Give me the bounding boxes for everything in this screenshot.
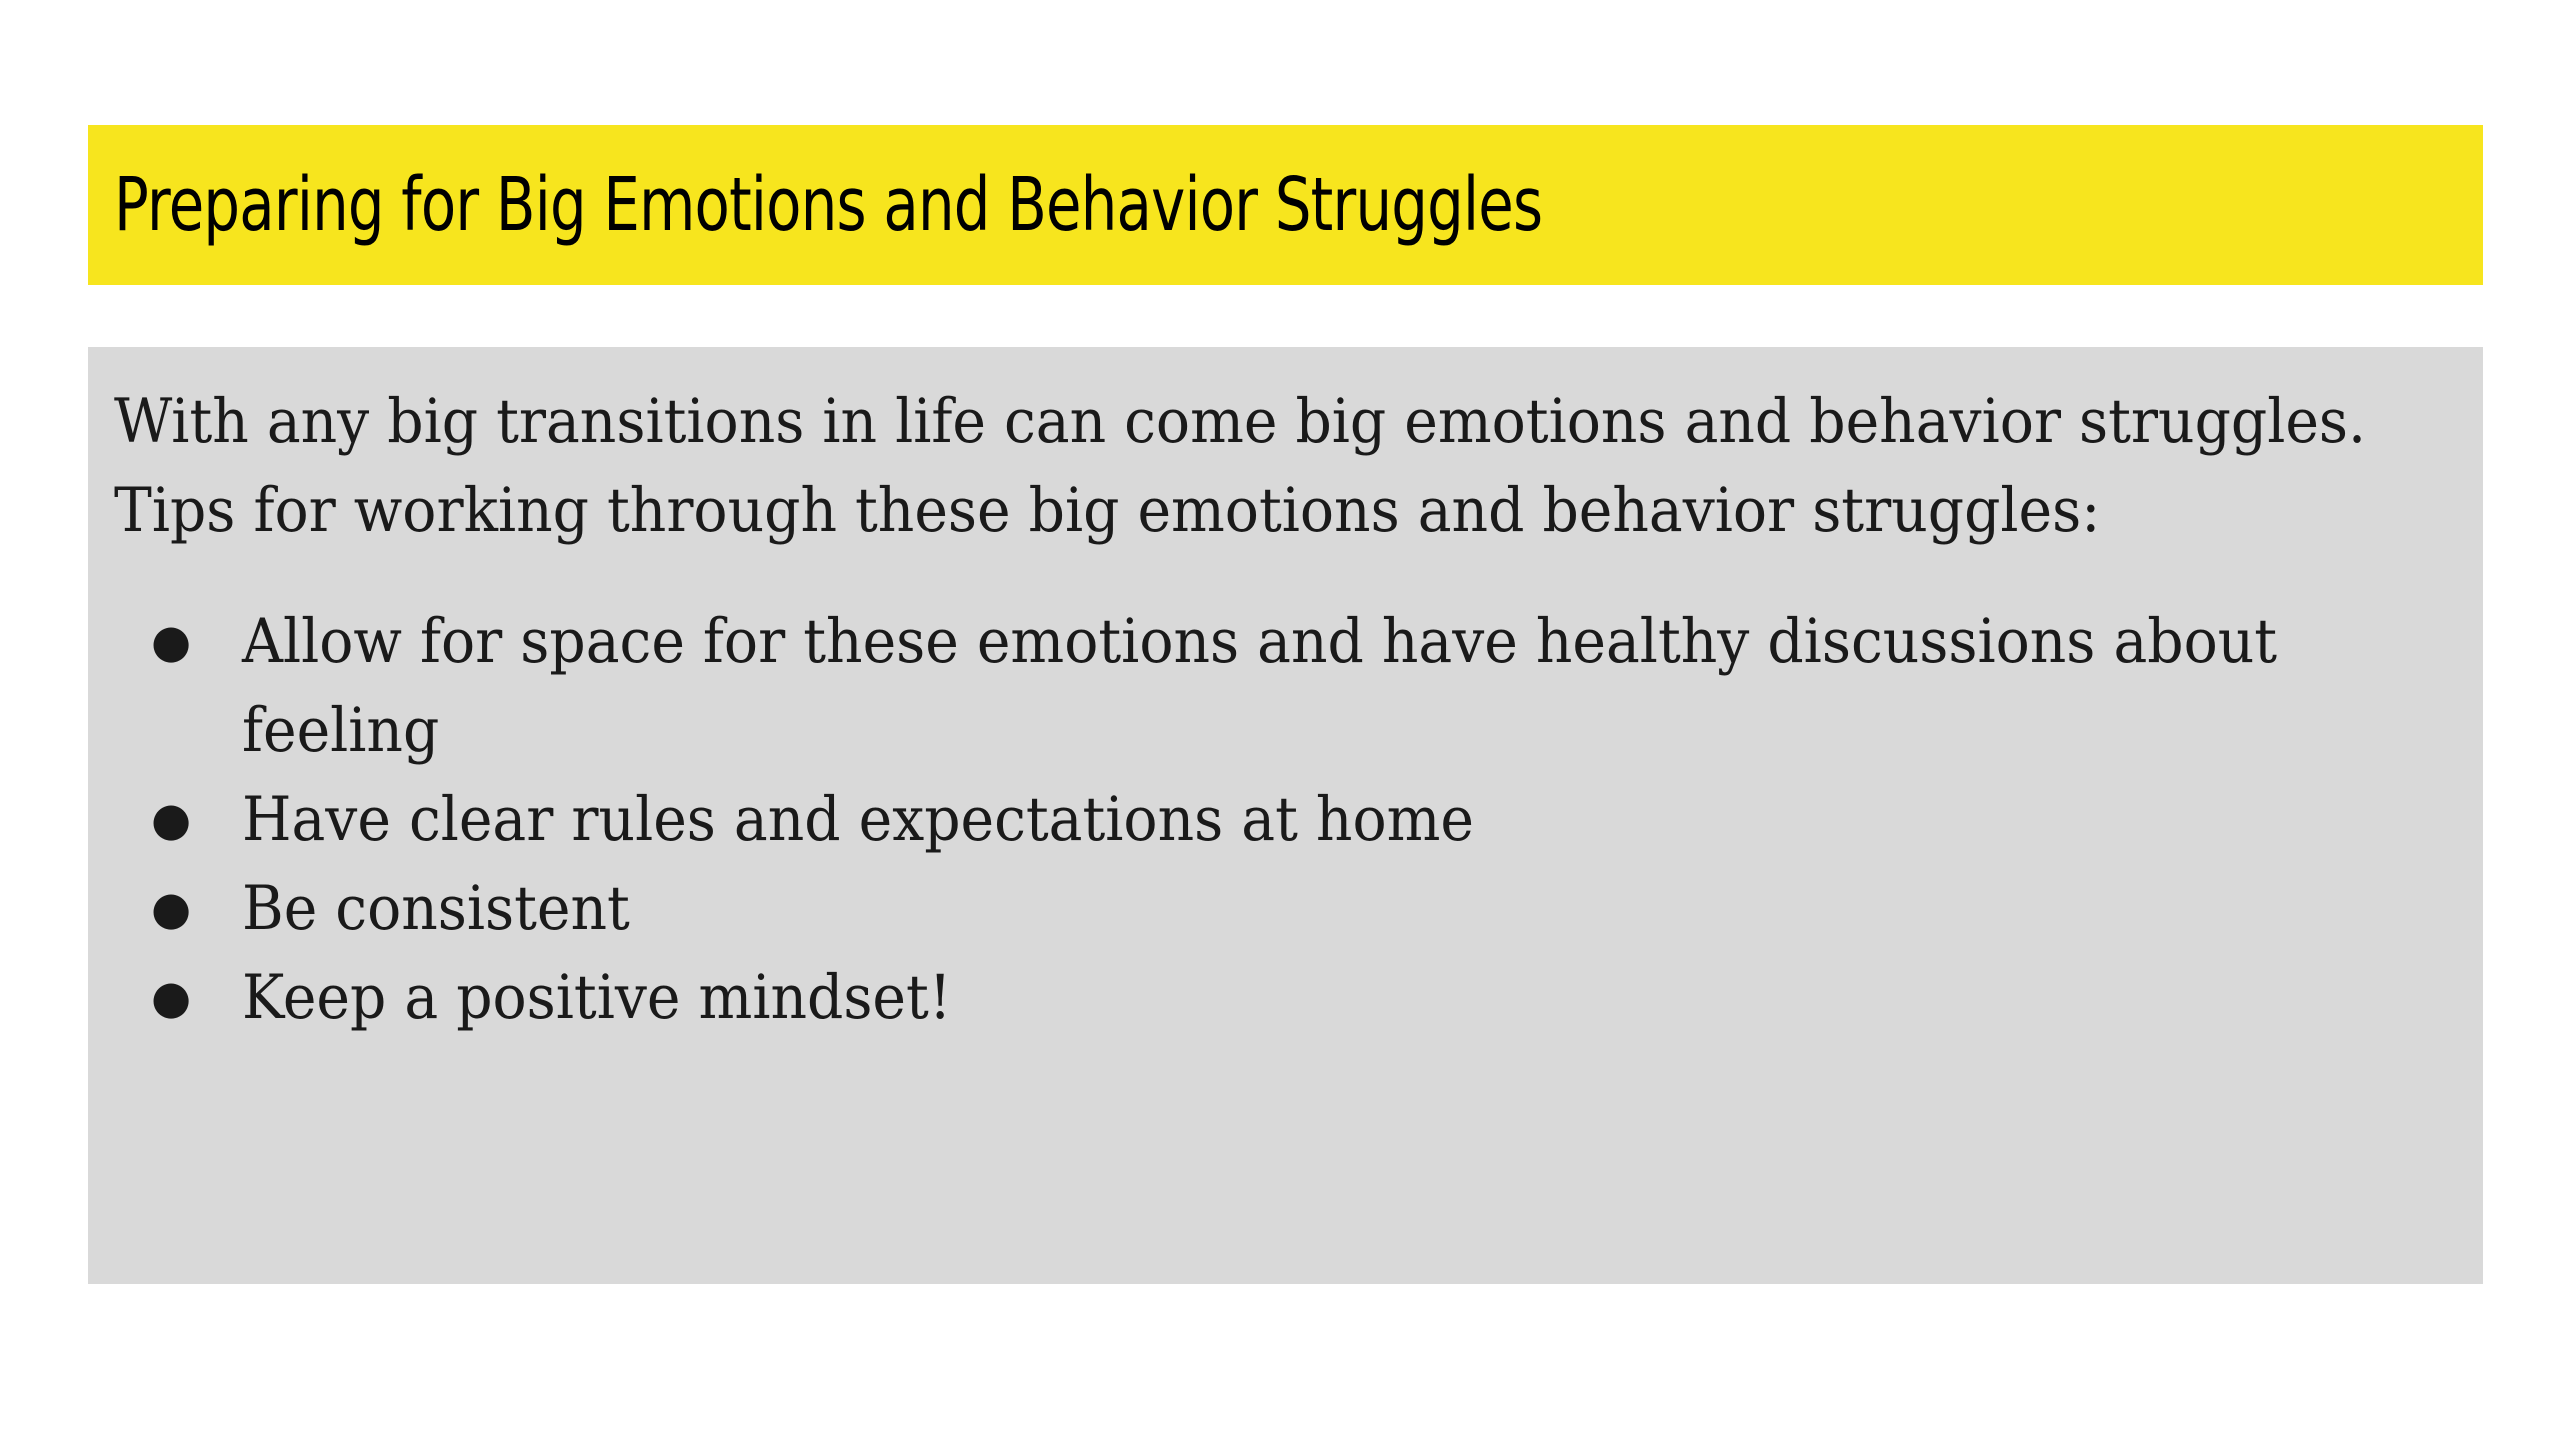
tip-text: Allow for space for these emotions and have healthy discussions about feeling: [242, 606, 2278, 766]
bullet-icon: ●: [151, 792, 192, 846]
list-item: [114, 597, 2457, 775]
intro-line-2: Tips for working through these big emotions and behavior struggles:: [114, 475, 2101, 546]
slide-title: Preparing for Big Emotions and Behavior Struggles: [114, 162, 1543, 248]
bullet-icon: ●: [151, 881, 192, 935]
list-item: [114, 953, 2457, 1042]
bullet-icon: ●: [151, 970, 192, 1024]
intro-line-1: With any big transitions in life can come big emotions and behavior struggles.: [114, 386, 2367, 457]
tip-text: Have clear rules and expectations at home: [242, 784, 1474, 855]
body-text-box: [88, 347, 2483, 1284]
list-item: [114, 864, 2457, 953]
bullet-icon: ●: [151, 614, 192, 668]
title-bar: [88, 125, 2483, 285]
list-item: [114, 775, 2457, 864]
tips-list: [114, 597, 2457, 1042]
tip-text: Be consistent: [242, 873, 630, 944]
tip-text: Keep a positive mindset!: [242, 962, 952, 1033]
